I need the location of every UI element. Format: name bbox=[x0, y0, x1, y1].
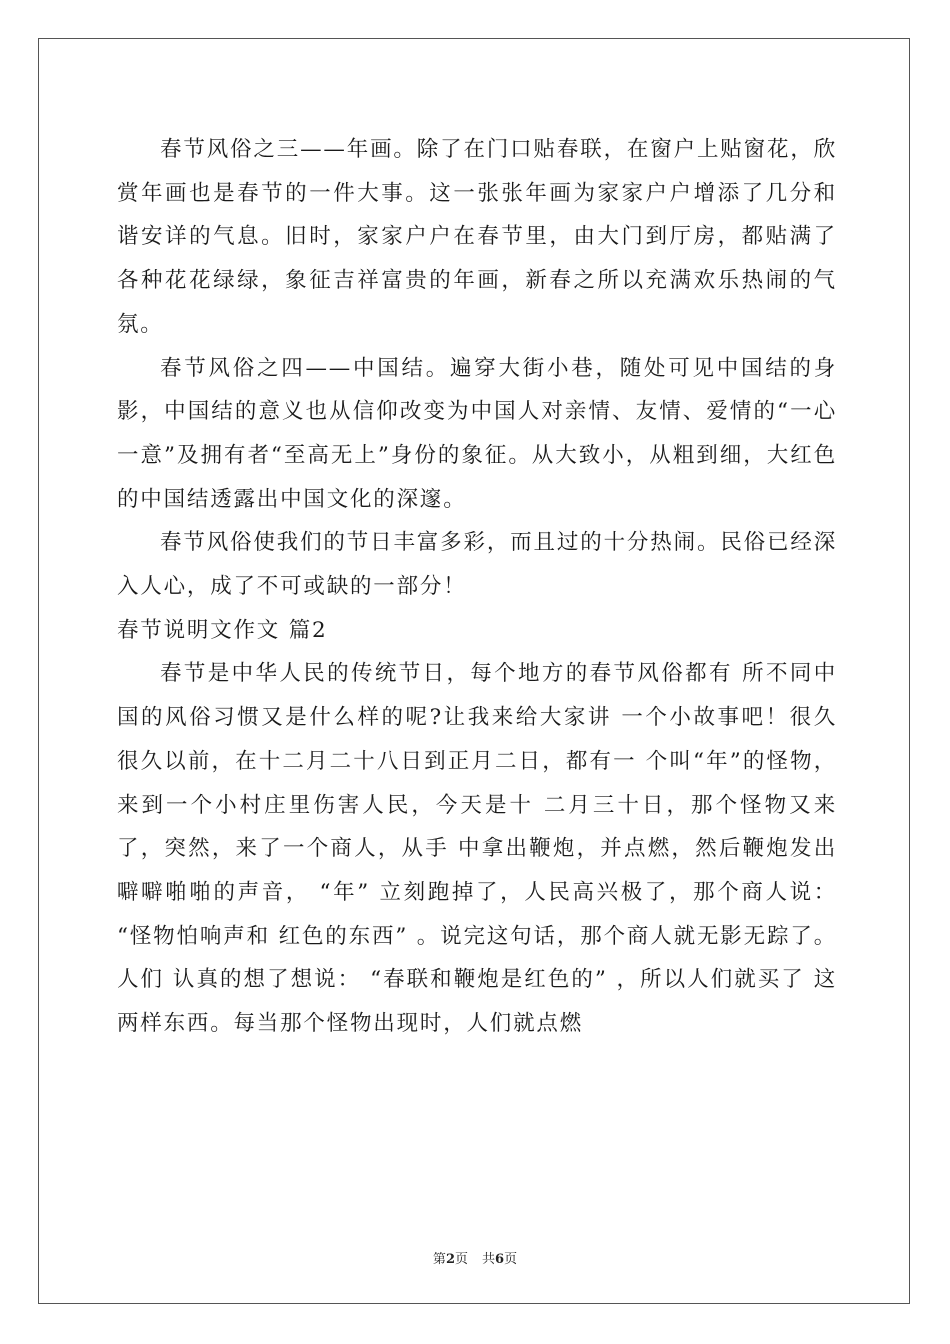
paragraph-conclusion: 春节风俗使我们的节日丰富多彩，而且过的十分热闹。民俗已经深入人心，成了不可或缺的一部分！ bbox=[117, 530, 837, 600]
footer-total-pages: 6 bbox=[495, 1252, 505, 1267]
page-footer bbox=[0, 1248, 950, 1267]
footer-page-number: 2 bbox=[445, 1252, 455, 1267]
footer-page-prefix: 第 bbox=[432, 1252, 446, 1267]
document-body bbox=[117, 128, 837, 1046]
section-heading: 春节说明文作文 篇2 bbox=[117, 617, 328, 643]
footer-total-suffix: 页 bbox=[504, 1252, 518, 1267]
paragraph-new-year-pictures: 春节风俗之三——年画。除了在门口贴春联，在窗户上贴窗花，欣赏年画也是春节的一件大事。这一张张年画为家家户户增添了几分和谐安详的气息。旧时，家家户户在春节里，由大门到厅房，都贴满了各种花花绿绿，象征吉祥富贵的年画，新春之所以充满欢乐热闹的气氛。 bbox=[117, 137, 837, 337]
footer-page-suffix: 页 bbox=[454, 1252, 468, 1267]
footer-total-prefix: 共 bbox=[482, 1252, 496, 1267]
paragraph-chinese-knot: 春节风俗之四——中国结。遍穿大街小巷，随处可见中国结的身影，中国结的意义也从信仰改变为中国人对亲情、友情、爱情的“一心一意”及拥有者“至高无上”身份的象征。从大致小，从粗到细，大红色的中国结透露出中国文化的深邃。 bbox=[117, 355, 837, 512]
paragraph-nian-story: 春节是中华人民的传统节日，每个地方的春节风俗都有 所不同中国的风俗习惯又是什么样的呢?让我来给大家讲 一个小故事吧！很久很久以前，在十二月二十八日到正月二日，都有一 个叫“年”的怪物，来到一个小村庄里伤害人民，今天是十 二月三十日，那个怪物又来了，突然，来了一个商人，从手 中拿出鞭炮，并点燃，然后鞭炮发出噼噼啪啪的声音， “年” 立刻跑掉了，人民高兴极了，那个商人说： “怪物怕响声和 红色的东西” 。说完这句话，那个商人就无影无踪了。人们 认真的想了想说： “春联和鞭炮是红色的” ，所以人们就买了 这两样东西。每当那个怪物出现时，人们就点燃 bbox=[117, 661, 837, 1037]
